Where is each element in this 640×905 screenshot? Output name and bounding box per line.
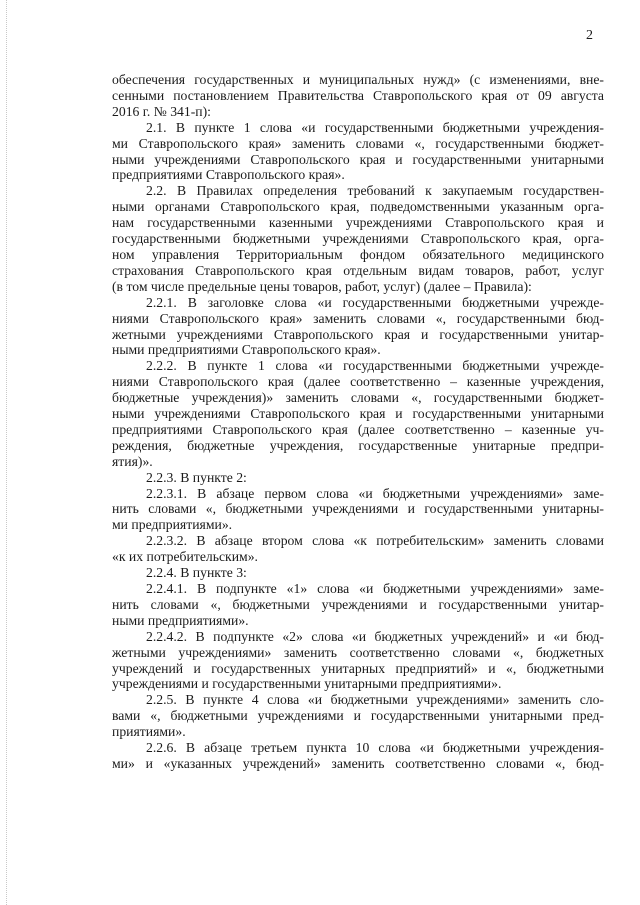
text-line: ными предприятиями». bbox=[112, 612, 249, 628]
text-line: ными учреждениями Ставропольского края и государственными унитарными bbox=[112, 151, 604, 167]
text-line: ятия)». bbox=[112, 453, 153, 469]
text-line: приятиями». bbox=[112, 724, 186, 740]
text-line: вами «, бюджетными учреждениями и государственными унитарными пред- bbox=[112, 708, 604, 724]
text-line: ными учреждениями Ставропольского края и государственными унитарными bbox=[112, 406, 604, 422]
text-line: 2.1. В пункте 1 слова «и государственными бюджетными учреждения- bbox=[146, 119, 604, 135]
text-line: обеспечения государственных и муниципальных нужд» (с изменениями, вне- bbox=[112, 72, 604, 87]
text-line: 2.2.4.2. В подпункте «2» слова «и бюджетных учреждений» и «и бюд- bbox=[146, 628, 604, 644]
text-line: 2.2.1. В заголовке слова «и государственными бюджетными учрежде- bbox=[146, 294, 604, 310]
text-line: бюджетные учреждения)» заменить словами «, государственными бюджет- bbox=[112, 390, 604, 406]
text-line: ниями Ставропольского края (далее соответственно – казенные учреждения, bbox=[112, 374, 604, 390]
text-line: 2.2.5. В пункте 4 слова «и бюджетными учреждениями» заменить сло- bbox=[146, 692, 604, 708]
text-line: «к их потребительским». bbox=[112, 549, 258, 565]
text-line: 2.2. В Правилах определения требований к закупаемым государствен- bbox=[146, 183, 604, 199]
text-line: реждения, бюджетные учреждения, государственные унитарные предпри- bbox=[112, 437, 604, 453]
text-line: 2.2.6. В абзаце третьем пункта 10 слова «и бюджетными учреждения- bbox=[146, 740, 604, 756]
text-line: предприятиями Ставропольского края (далее соответственно – казенные уч- bbox=[112, 421, 604, 437]
text-line: 2.2.4.1. В подпункте «1» слова «и бюджетными учреждениями» заме- bbox=[146, 581, 604, 596]
text-line: ными органами Ставропольского края, подведомственными указанным орга- bbox=[112, 199, 604, 215]
text-line: (в том числе предельные цены товаров, работ, услуг) (далее – Правила): bbox=[112, 278, 532, 294]
text-line: учреждениями и государственными унитарными предприятиями». bbox=[112, 676, 502, 692]
document-body bbox=[112, 72, 604, 772]
text-line: учреждений и государственных унитарных предприятий» и «, бюджетными bbox=[112, 660, 604, 676]
text-line: ми Ставропольского края» заменить словами «, государственными бюджет- bbox=[112, 135, 604, 151]
text-line: 2.2.3.1. В абзаце первом слова «и бюджетными учреждениями» заме- bbox=[146, 485, 604, 501]
text-line: 2.2.4. В пункте 3: bbox=[146, 565, 247, 581]
text-line: нить словами «, бюджетными учреждениями и государственными унитарны- bbox=[112, 501, 604, 517]
text-line: жетными учреждениями Ставропольского края и государственными унитар- bbox=[112, 326, 604, 342]
scan-edge-artifact bbox=[6, 0, 8, 905]
text-line: 2.2.2. В пункте 1 слова «и государственными бюджетными учрежде- bbox=[146, 358, 604, 374]
text-line: сенными постановлением Правительства Ставропольского края от 09 августа bbox=[112, 87, 604, 103]
text-line: нить словами «, бюджетными учреждениями и государственными унитар- bbox=[112, 596, 604, 612]
text-line: страхования Ставропольского края отдельным видам товаров, работ, услуг bbox=[112, 262, 604, 278]
text-line: 2016 г. № 341-п): bbox=[112, 103, 211, 119]
text-line: ми» и «указанных учреждений» заменить соответственно словами «, бюд- bbox=[112, 755, 604, 771]
text-line: ниями Ставропольского края» заменить словами «, государственными бюд- bbox=[112, 310, 604, 326]
text-line: 2.2.3. В пункте 2: bbox=[146, 469, 247, 485]
text-line: нам государственными казенными учреждениями Ставропольского края и bbox=[112, 215, 604, 231]
text-line: предприятиями Ставропольского края». bbox=[112, 167, 345, 183]
text-line: государственными бюджетными учреждениями Ставропольского края, орга- bbox=[112, 231, 604, 247]
page-number: 2 bbox=[586, 28, 593, 43]
text-line: ными предприятиями Ставропольского края». bbox=[112, 342, 381, 358]
text-line: ми предприятиями». bbox=[112, 517, 233, 533]
text-line: жетными учреждениями» заменить соответственно словами «, бюджетных bbox=[112, 644, 604, 660]
text-line: ном управления Территориальным фондом обязательного медицинского bbox=[112, 246, 604, 262]
text-line: 2.2.3.2. В абзаце втором слова «к потребительским» заменить словами bbox=[146, 533, 604, 549]
